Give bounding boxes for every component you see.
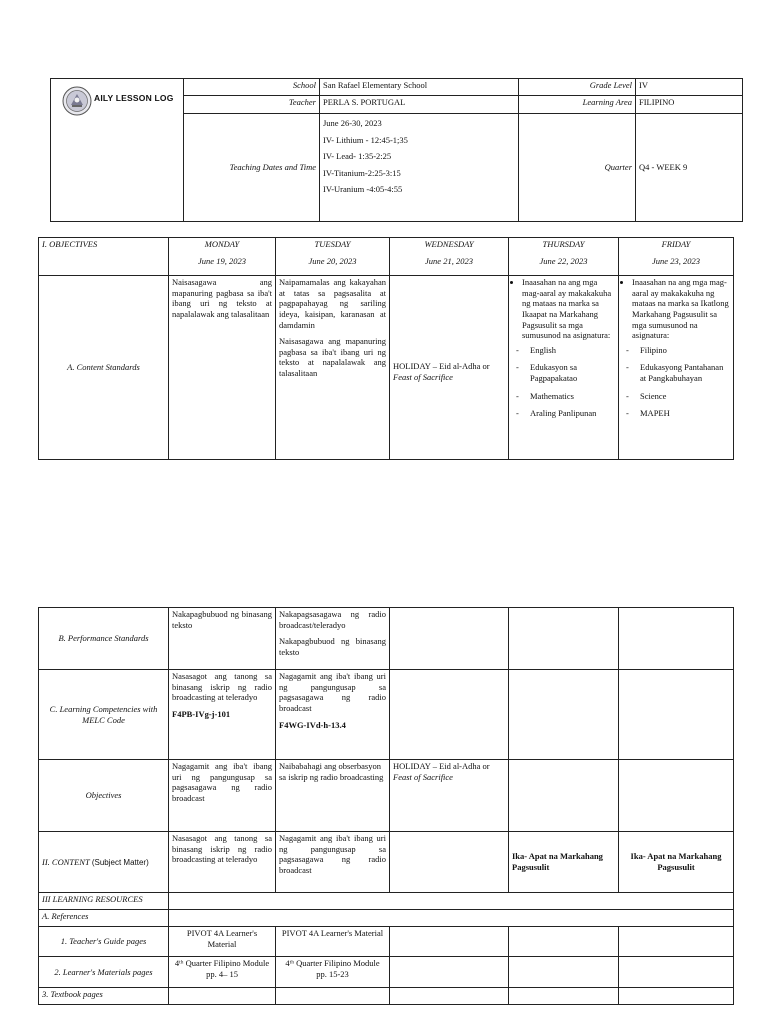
empty-cell xyxy=(509,608,619,670)
empty-cell xyxy=(390,608,509,670)
objectives-section xyxy=(38,237,733,460)
deped-seal-icon xyxy=(62,86,92,116)
textbook-label: 3. Textbook pages xyxy=(39,988,169,1005)
empty-cell xyxy=(619,670,734,760)
holiday-text-2: Feast of Sacrifice xyxy=(393,372,453,382)
performance-standards-label: B. Performance Standards xyxy=(39,608,169,670)
school-value: San Rafael Elementary School xyxy=(320,79,519,96)
learners-materials-tuesday: 4ᵗʰ Quarter Filipino Module pp. 15-23 xyxy=(276,957,390,988)
empty-cell xyxy=(390,927,509,957)
performance-standards-tuesday-1: Nakapagsasagawa ng radio broadcast/teleradyo xyxy=(279,609,386,630)
objectives-table xyxy=(38,237,734,460)
day-date-wednesday: June 21, 2023 xyxy=(425,255,473,266)
empty-cell xyxy=(390,670,509,760)
content-label-sub: (Subject Matter) xyxy=(91,857,149,867)
thursday-subject: - English xyxy=(512,345,615,356)
empty-cell xyxy=(169,910,734,927)
empty-cell xyxy=(509,927,619,957)
thursday-subject: - Mathematics xyxy=(512,391,615,402)
references-heading: A. References xyxy=(39,910,169,927)
day-date-tuesday: June 20, 2023 xyxy=(308,255,357,266)
empty-cell xyxy=(509,670,619,760)
content-monday: Nasasagot ang tanong sa binasang iskrip ng radio broadcasting at teleradyo xyxy=(169,832,276,893)
content-standards-tuesday-1: Naipamamalas ang kakayahan at tatas sa pagsasalita at pagpapahayag ng sariling ideya, kaisipan, karanasan at damdamin xyxy=(279,277,386,330)
quarter-value: Q4 - WEEK 9 xyxy=(636,114,743,222)
competencies-tuesday-text: Nagagamit ang iba't ibang uri ng pangungusap sa pagsasagawa ng radio broadcast xyxy=(279,671,386,713)
day-date-monday: June 19, 2023 xyxy=(198,255,246,266)
objectives-heading: I. OBJECTIVES xyxy=(39,238,169,276)
content-standards-friday xyxy=(619,276,734,460)
empty-cell xyxy=(619,760,734,832)
day-name-tuesday: TUESDAY xyxy=(314,239,351,249)
content-tuesday: Nagagamit ang iba't ibang uri ng pangungusap sa pagsasagawa ng radio broadcast xyxy=(276,832,390,893)
thursday-intro: • Inaasahan na ang mga mag-aaral ay makakakuha ng mataas na marka sa Ikaapat na Markahang Pagsusulit sa mga sumusunod na asignatura: xyxy=(522,277,615,341)
content-standards-wednesday xyxy=(390,276,509,460)
day-thursday xyxy=(509,238,619,276)
schedule-lithium: IV- Lithium - 12:45-1;35 xyxy=(323,134,408,145)
area-label: Learning Area xyxy=(519,96,636,114)
schedule-lead: IV- Lead- 1:35-2:25 xyxy=(323,151,392,162)
quarter-label: Quarter xyxy=(519,114,636,222)
competencies-tuesday xyxy=(276,670,390,760)
content-standards-monday: Naisasagawa ang mapanuring pagbasa sa iba't ibang uri ng teksto at napalalawak ang talasalitaan xyxy=(169,276,276,460)
empty-cell xyxy=(509,760,619,832)
day-wednesday xyxy=(390,238,509,276)
content-standards-tuesday-2: Naisasagawa ang mapanuring pagbasa sa iba't ibang uri ng teksto at napalalawak ang talasalitaan xyxy=(279,336,386,378)
resources-heading: III LEARNING RESOURCES xyxy=(39,893,169,910)
empty-cell xyxy=(169,988,276,1005)
dates-value xyxy=(320,114,519,222)
objectives-wednesday xyxy=(390,760,509,832)
content-thursday: Ika- Apat na Markahang Pagsusulit xyxy=(509,832,619,893)
teacher-label: Teacher xyxy=(184,96,320,114)
day-date-thursday: June 22, 2023 xyxy=(539,255,588,266)
header-table xyxy=(50,78,743,222)
content-standards-thursday xyxy=(509,276,619,460)
empty-cell xyxy=(169,893,734,910)
melc-code-monday: F4PB-IVg-j-101 xyxy=(172,708,231,719)
melc-code-tuesday: F4WG-IVd-h-13.4 xyxy=(279,719,346,730)
empty-cell xyxy=(619,927,734,957)
content-label-main: II. CONTENT xyxy=(42,856,90,867)
date-range: June 26-30, 2023 xyxy=(323,118,382,128)
grade-label: Grade Level xyxy=(519,79,636,96)
day-name-thursday: THURSDAY xyxy=(542,239,585,249)
thursday-subject: - Edukasyon sa Pagpapakatao xyxy=(512,362,615,383)
teachers-guide-monday: PIVOT 4A Learner's Material xyxy=(169,927,276,957)
competencies-label: C. Learning Competencies with MELC Code xyxy=(39,670,169,760)
empty-cell xyxy=(390,957,509,988)
empty-cell xyxy=(619,957,734,988)
empty-cell xyxy=(619,608,734,670)
friday-subject: - MAPEH xyxy=(622,408,730,419)
teacher-value: PERLA S. PORTUGAL xyxy=(320,96,519,114)
day-name-monday: MONDAY xyxy=(204,239,240,249)
schedule-uranium: IV-Uranium -4:05-4:55 xyxy=(323,184,403,195)
objectives-monday: Nagagamit ang iba't ibang uri ng pangungusap sa pagsasagawa ng radio broadcast xyxy=(169,760,276,832)
competencies-monday-text: Nasasagot ang tanong sa binasang iskrip ng radio broadcasting at teleradyo xyxy=(172,671,272,703)
objectives-row-label: Objectives xyxy=(39,760,169,832)
teachers-guide-label: 1. Teacher's Guide pages xyxy=(39,927,169,957)
schedule-titanium: IV-Titanium-2:25-3:15 xyxy=(323,167,401,178)
holiday-text-2: Feast of Sacrifice xyxy=(393,771,453,782)
day-date-friday: June 23, 2023 xyxy=(652,255,700,266)
performance-standards-monday: Nakapagbubuod ng binasang teksto xyxy=(169,608,276,670)
empty-cell xyxy=(390,832,509,893)
dates-label: Teaching Dates and Time xyxy=(184,114,320,222)
empty-cell xyxy=(276,988,390,1005)
holiday-text: HOLIDAY – Eid al-Adha or xyxy=(393,761,490,771)
friday-subject: - Edukasyong Pantahanan at Pangkabuhayan xyxy=(622,362,730,383)
content-friday: Ika- Apat na Markahang Pagsusulit xyxy=(619,832,734,893)
day-tuesday xyxy=(276,238,390,276)
content-label xyxy=(39,832,169,893)
continuation-section xyxy=(38,607,733,1005)
empty-cell xyxy=(619,988,734,1005)
empty-cell xyxy=(509,988,619,1005)
empty-cell xyxy=(509,957,619,988)
day-monday xyxy=(169,238,276,276)
teachers-guide-tuesday: PIVOT 4A Learner's Material xyxy=(276,927,390,957)
header-section xyxy=(50,78,742,222)
day-name-friday: FRIDAY xyxy=(661,239,691,249)
learners-materials-monday: 4ᵗʰ Quarter Filipino Module pp. 4– 15 xyxy=(169,957,276,988)
content-standards-tuesday xyxy=(276,276,390,460)
friday-subject: - Filipino xyxy=(622,345,730,356)
holiday-text: HOLIDAY – Eid al-Adha or xyxy=(393,361,490,372)
learners-materials-label: 2. Learner's Materials pages xyxy=(39,957,169,988)
doc-title: AILY LESSON LOG xyxy=(94,93,174,103)
objectives-tuesday: Naibabahagi ang obserbasyon sa iskrip ng radio broadcasting xyxy=(276,760,390,832)
performance-standards-tuesday xyxy=(276,608,390,670)
friday-intro: • Inaasahan na ang mga mag-aaral ay makakakuha ng mataas na marka sa Ikatlong Markahang Pagsusulit sa mga sumusunod na asignatura: xyxy=(632,277,730,341)
friday-subject: - Science xyxy=(622,391,730,402)
continuation-table xyxy=(38,607,734,1005)
content-standards-label: A. Content Standards xyxy=(39,276,169,460)
performance-standards-tuesday-2: Nakapagbubuod ng binasang teksto xyxy=(279,636,386,657)
school-label: School xyxy=(184,79,320,96)
empty-cell xyxy=(390,988,509,1005)
day-friday xyxy=(619,238,734,276)
day-name-wednesday: WEDNESDAY xyxy=(424,239,474,249)
grade-value: IV xyxy=(636,79,743,96)
competencies-monday xyxy=(169,670,276,760)
area-value: FILIPINO xyxy=(636,96,743,114)
thursday-subject: - Araling Panlipunan xyxy=(512,408,615,419)
